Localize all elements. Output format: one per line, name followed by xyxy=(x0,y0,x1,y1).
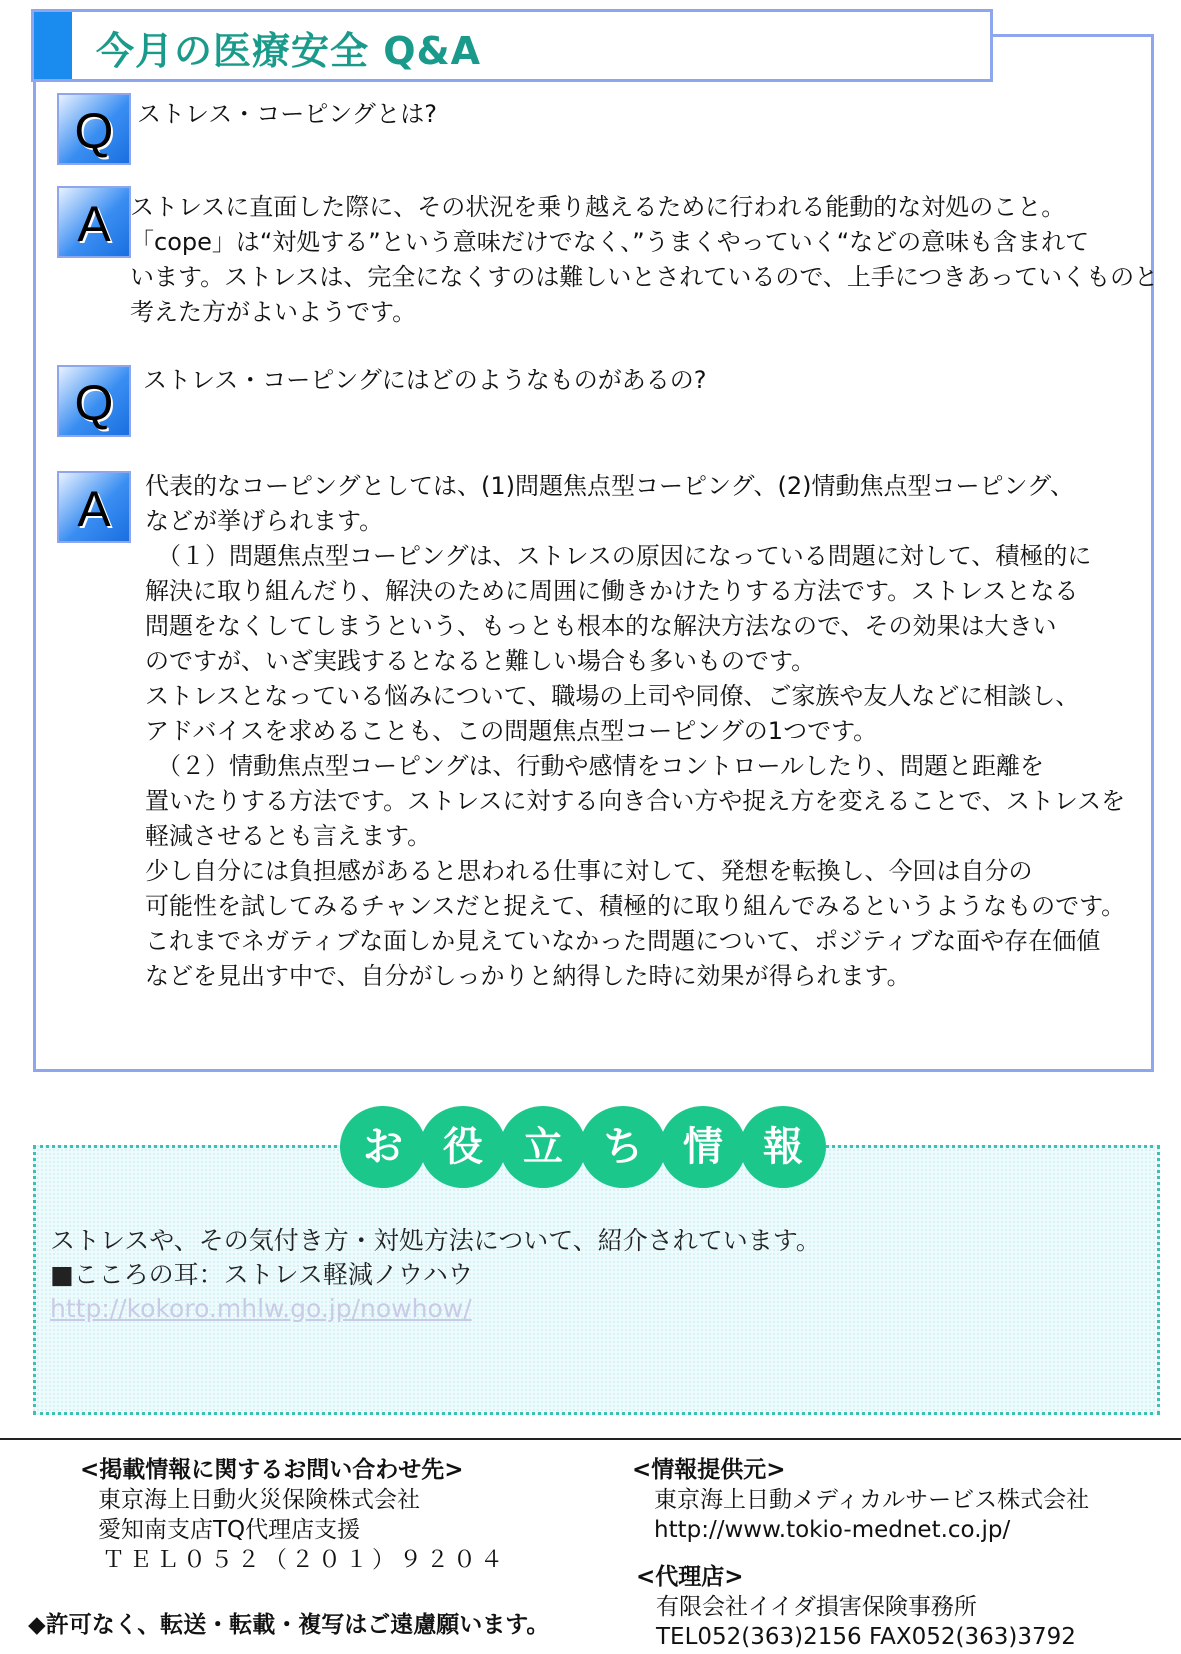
info-title-char: 立 xyxy=(500,1106,586,1188)
contact-block xyxy=(80,1455,507,1575)
provider-company: 東京海上日動メディカルサービス株式会社 xyxy=(654,1487,1090,1513)
answer-2-line: ストレスとなっている悩みについて、職場の上司や同僚、ご家族や友人などに相談し、 xyxy=(145,682,1080,710)
answer-2-line: などを見出す中で、自分がしっかりと納得した時に効果が得られます。 xyxy=(145,962,911,990)
provider-url[interactable]: http://www.tokio-mednet.co.jp/ xyxy=(654,1517,1011,1543)
answer-2-line: などが挙げられます。 xyxy=(145,507,384,535)
agency-block xyxy=(636,1562,1076,1652)
answer-1-line: ストレスに直面した際に、その状況を乗り越えるために行われる能動的な対処のこと。 xyxy=(130,193,1066,221)
a-badge-1: A xyxy=(57,186,131,258)
answer-2-line: 解決に取り組んだり、解決のために周囲に働きかけたりする方法です。ストレスとなる xyxy=(145,577,1079,605)
contact-branch: 愛知南支店TQ代理店支援 xyxy=(98,1517,361,1543)
info-title-char: 役 xyxy=(420,1106,506,1188)
question-1: ストレス・コーピングとは? xyxy=(137,100,438,128)
contact-company: 東京海上日動火災保険株式会社 xyxy=(98,1487,420,1513)
answer-2-line: アドバイスを求めることも、この問題焦点型コーピングの1つです。 xyxy=(145,717,878,745)
answer-1-line: います。ストレスは、完全になくすのは難しいとされているので、上手につきあっていくものと xyxy=(130,263,1159,291)
agency-company: 有限会社イイダ損害保険事務所 xyxy=(656,1594,977,1620)
contact-heading: <掲載情報に関するお問い合わせ先> xyxy=(80,1457,464,1483)
title-accent-bar xyxy=(34,12,72,79)
title-box xyxy=(31,9,993,82)
answer-2-line: 問題をなくしてしまうという、もっとも根本的な解決方法なので、その効果は大きい xyxy=(145,612,1057,640)
question-2: ストレス・コーピングにはどのようなものがあるの? xyxy=(143,366,707,394)
agency-phone-fax: TEL052(363)2156 FAX052(363)3792 xyxy=(656,1624,1076,1650)
copy-notice: ◆許可なく、転送・転載・複写はご遠慮願います。 xyxy=(28,1612,550,1638)
answer-2-line: （２）情動焦点型コーピングは、行動や感情をコントロールしたり、問題と距離を xyxy=(157,752,1045,780)
page-title: 今月の医療安全 Q&A xyxy=(96,29,482,73)
info-resource-name: ■こころの耳：ストレス軽減ノウハウ xyxy=(50,1260,473,1289)
info-title-char: 情 xyxy=(660,1106,746,1188)
answer-1-line: 「cope」は“対処する”という意味だけでなく、”うまくやっていく“などの意味も含まれて xyxy=(130,228,1090,256)
answer-2-line: （１）問題焦点型コーピングは、ストレスの原因になっている問題に対して、積極的に xyxy=(157,542,1092,570)
q-badge-2: Q xyxy=(57,365,131,437)
answer-2 xyxy=(145,469,1125,994)
contact-phone: ＴＥＬ０５２（２０１）９２０４ xyxy=(102,1547,507,1573)
info-title-char: お xyxy=(340,1106,426,1188)
answer-2-line: これまでネガティブな面しか見えていなかった問題について、ポジティブな面や存在価値 xyxy=(145,927,1101,955)
answer-2-line: 可能性を試してみるチャンスだと捉えて、積極的に取り組んでみるというようなものです。 xyxy=(145,892,1126,920)
info-link[interactable]: http://kokoro.mhlw.go.jp/nowhow/ xyxy=(50,1294,472,1323)
info-title-char: ち xyxy=(580,1106,666,1188)
footer-divider xyxy=(0,1438,1181,1440)
answer-2-line: 軽減させるとも言えます。 xyxy=(145,822,432,850)
answer-2-line: 少し自分には負担感があると思われる仕事に対して、発想を転換し、今回は自分の xyxy=(145,857,1033,885)
provider-block xyxy=(632,1455,1089,1545)
answer-1 xyxy=(130,190,1158,330)
info-title-char: 報 xyxy=(740,1106,826,1188)
answer-2-line: 置いたりする方法です。ストレスに対する向き合い方や捉え方を変えることで、ストレスを xyxy=(145,787,1126,815)
a-badge-2: A xyxy=(57,471,131,543)
answer-2-line: 代表的なコーピングとしては、(1)問題焦点型コーピング、(2)情動焦点型コーピング、 xyxy=(145,472,1075,500)
info-description: ストレスや、その気付き方・対処方法について、紹介されています。 xyxy=(50,1226,821,1255)
q-badge-1: Q xyxy=(57,93,131,165)
agency-heading: <代理店> xyxy=(636,1564,744,1590)
answer-2-line: のですが、いざ実践するとなると難しい場合も多いものです。 xyxy=(145,647,816,675)
answer-1-line: 考えた方がよいようです。 xyxy=(130,298,417,326)
info-title xyxy=(340,1106,840,1188)
provider-heading: <情報提供元> xyxy=(632,1457,786,1483)
